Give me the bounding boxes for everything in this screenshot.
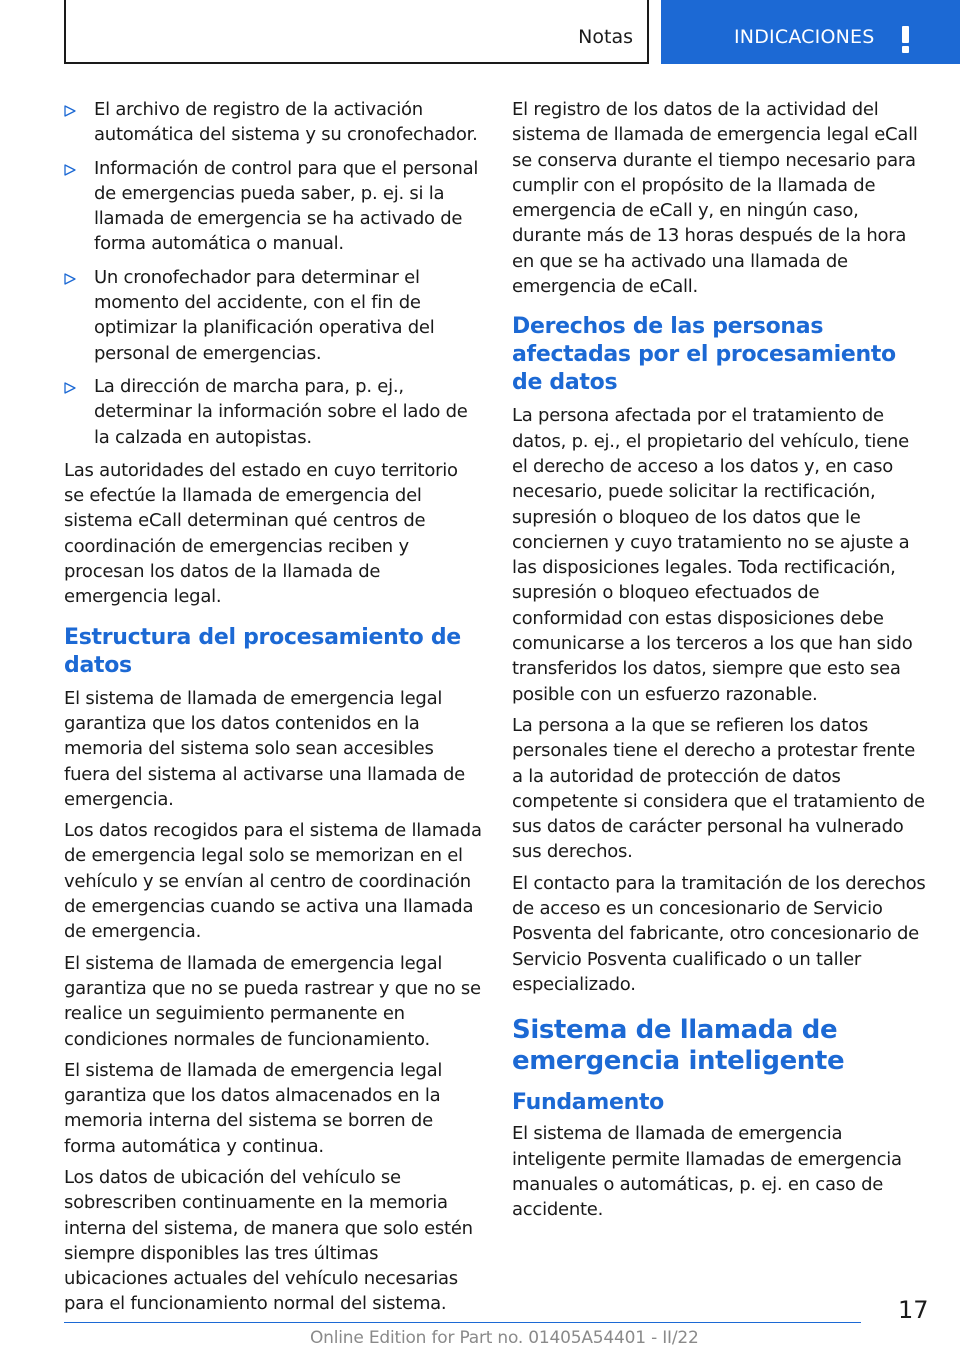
paragraph: El sistema de llamada de emergencia legal garantiza que no se pueda rastrear y que no se realice un seguimiento permanente en condiciones normales de funcionamiento.	[64, 952, 481, 1050]
chapter-tab-label: INDICACIONES	[734, 26, 875, 48]
exclamation-icon	[899, 26, 913, 54]
bullet-text: Un cronofechador para determinar el momento del accidente, con el fin de optimizar la planificación operativa del personal de emergencias.	[94, 266, 435, 364]
paragraph: La persona afectada por el tratamiento de datos, p. ej., el propietario del vehículo, tiene el derecho de acceso a los datos y, en caso necesario, puede solicitar la rectificación, supresión o bloqueo de los datos que le conciernen y cuyo tratamiento no se ajuste a las disposiciones legales. Toda rectificación, supresión o bloqueo efectuados de conformidad con estas disposiciones debe comunicarse a los terceros a los que han sido transferidos los datos, siempre que esto sea posible con un esfuerzo razonable.	[512, 405, 913, 705]
list-item	[64, 265, 482, 366]
chapter-tab	[661, 0, 960, 64]
triangle-bullet-icon	[64, 105, 76, 117]
paragraph-fundamento: El sistema de llamada de emergencia inteligente permite llamadas de emergencia manuales o automáticas, p. ej. en caso de accidente.	[512, 1123, 902, 1221]
list-item	[64, 97, 482, 148]
paragraph: El sistema de llamada de emergencia legal garantiza que los datos contenidos en la memoria del sistema solo sean accesibles fuera del sistema al activarse una llamada de emergencia.	[64, 687, 465, 810]
right-column	[512, 97, 928, 1228]
heading-fundamento: Fundamento	[512, 1090, 664, 1116]
edition-footer: Online Edition for Part no. 01405A54401 - II/22	[310, 1328, 699, 1348]
paragraph: Los datos de ubicación del vehículo se sobrescriben continuamente en la memoria interna del sistema, de manera que solo estén siempre disponibles las tres últimas ubicaciones actuales del vehículo necesarias para el funcionamiento normal del sistema.	[64, 1166, 473, 1315]
bullet-text: La dirección de marcha para, p. ej., determinar la información sobre el lado de la calzada en autopistas.	[94, 375, 468, 448]
paragraph-authorities: Las autoridades del estado en cuyo territorio se efectúe la llamada de emergencia del sistema eCall determinan qué centros de coordinación de emergencias reciben y procesan los datos de la llamada de emergencia legal.	[64, 459, 458, 608]
triangle-bullet-icon	[64, 164, 76, 176]
list-item	[64, 374, 482, 450]
triangle-bullet-icon	[64, 273, 76, 285]
heading-rights: Derechos de las personas afectadas por el procesamiento de datos	[512, 314, 896, 396]
footer-divider	[64, 1322, 861, 1323]
bullet-text: El archivo de registro de la activación automática del sistema y su cronofechador.	[94, 99, 478, 146]
triangle-bullet-icon	[64, 382, 76, 394]
paragraph-retention: El registro de los datos de la actividad del sistema de llamada de emergencia legal eCall se conserva durante el tiempo necesario para cumplir con el propósito de la llamada de emergencia de eCall y, en ningún caso, durante más de 13 horas después de la hora en que se ha activado una llamada de emergencia de eCall.	[512, 99, 918, 298]
bullet-text: Información de control para que el personal de emergencias pueda saber, p. ej. si la llamada de emergencia se ha activado de forma automática o manual.	[94, 157, 479, 255]
paragraph: Los datos recogidos para el sistema de llamada de emergencia legal solo se memorizan en el vehículo y se envían al centro de coordinación de emergencias cuando se activa una llamada de emergencia.	[64, 820, 482, 943]
section-label: Notas	[578, 26, 633, 48]
header-frame	[64, 0, 649, 64]
bullet-list	[64, 97, 482, 450]
left-column	[64, 97, 482, 1323]
paragraph: La persona a la que se refieren los datos personales tiene el derecho a protestar frente a la autoridad de protección de datos competente si considera que el tratamiento de sus datos de carácter personal ha vulnerado sus derechos.	[512, 714, 925, 863]
heading-intelligent-system: Sistema de llamada de emergencia inteligente	[512, 1015, 845, 1077]
page-number: 17	[898, 1296, 929, 1324]
heading-data-structure: Estructura del procesamiento de datos	[64, 624, 461, 678]
paragraph: El sistema de llamada de emergencia legal garantiza que los datos almacenados en la memoria interna del sistema se borren de forma automática y continua.	[64, 1059, 443, 1157]
list-item	[64, 156, 482, 257]
paragraph: El contacto para la tramitación de los derechos de acceso es un concesionario de Servicio Posventa del fabricante, otro concesionario de Servicio Posventa cualificado o un taller especializado.	[512, 872, 926, 995]
